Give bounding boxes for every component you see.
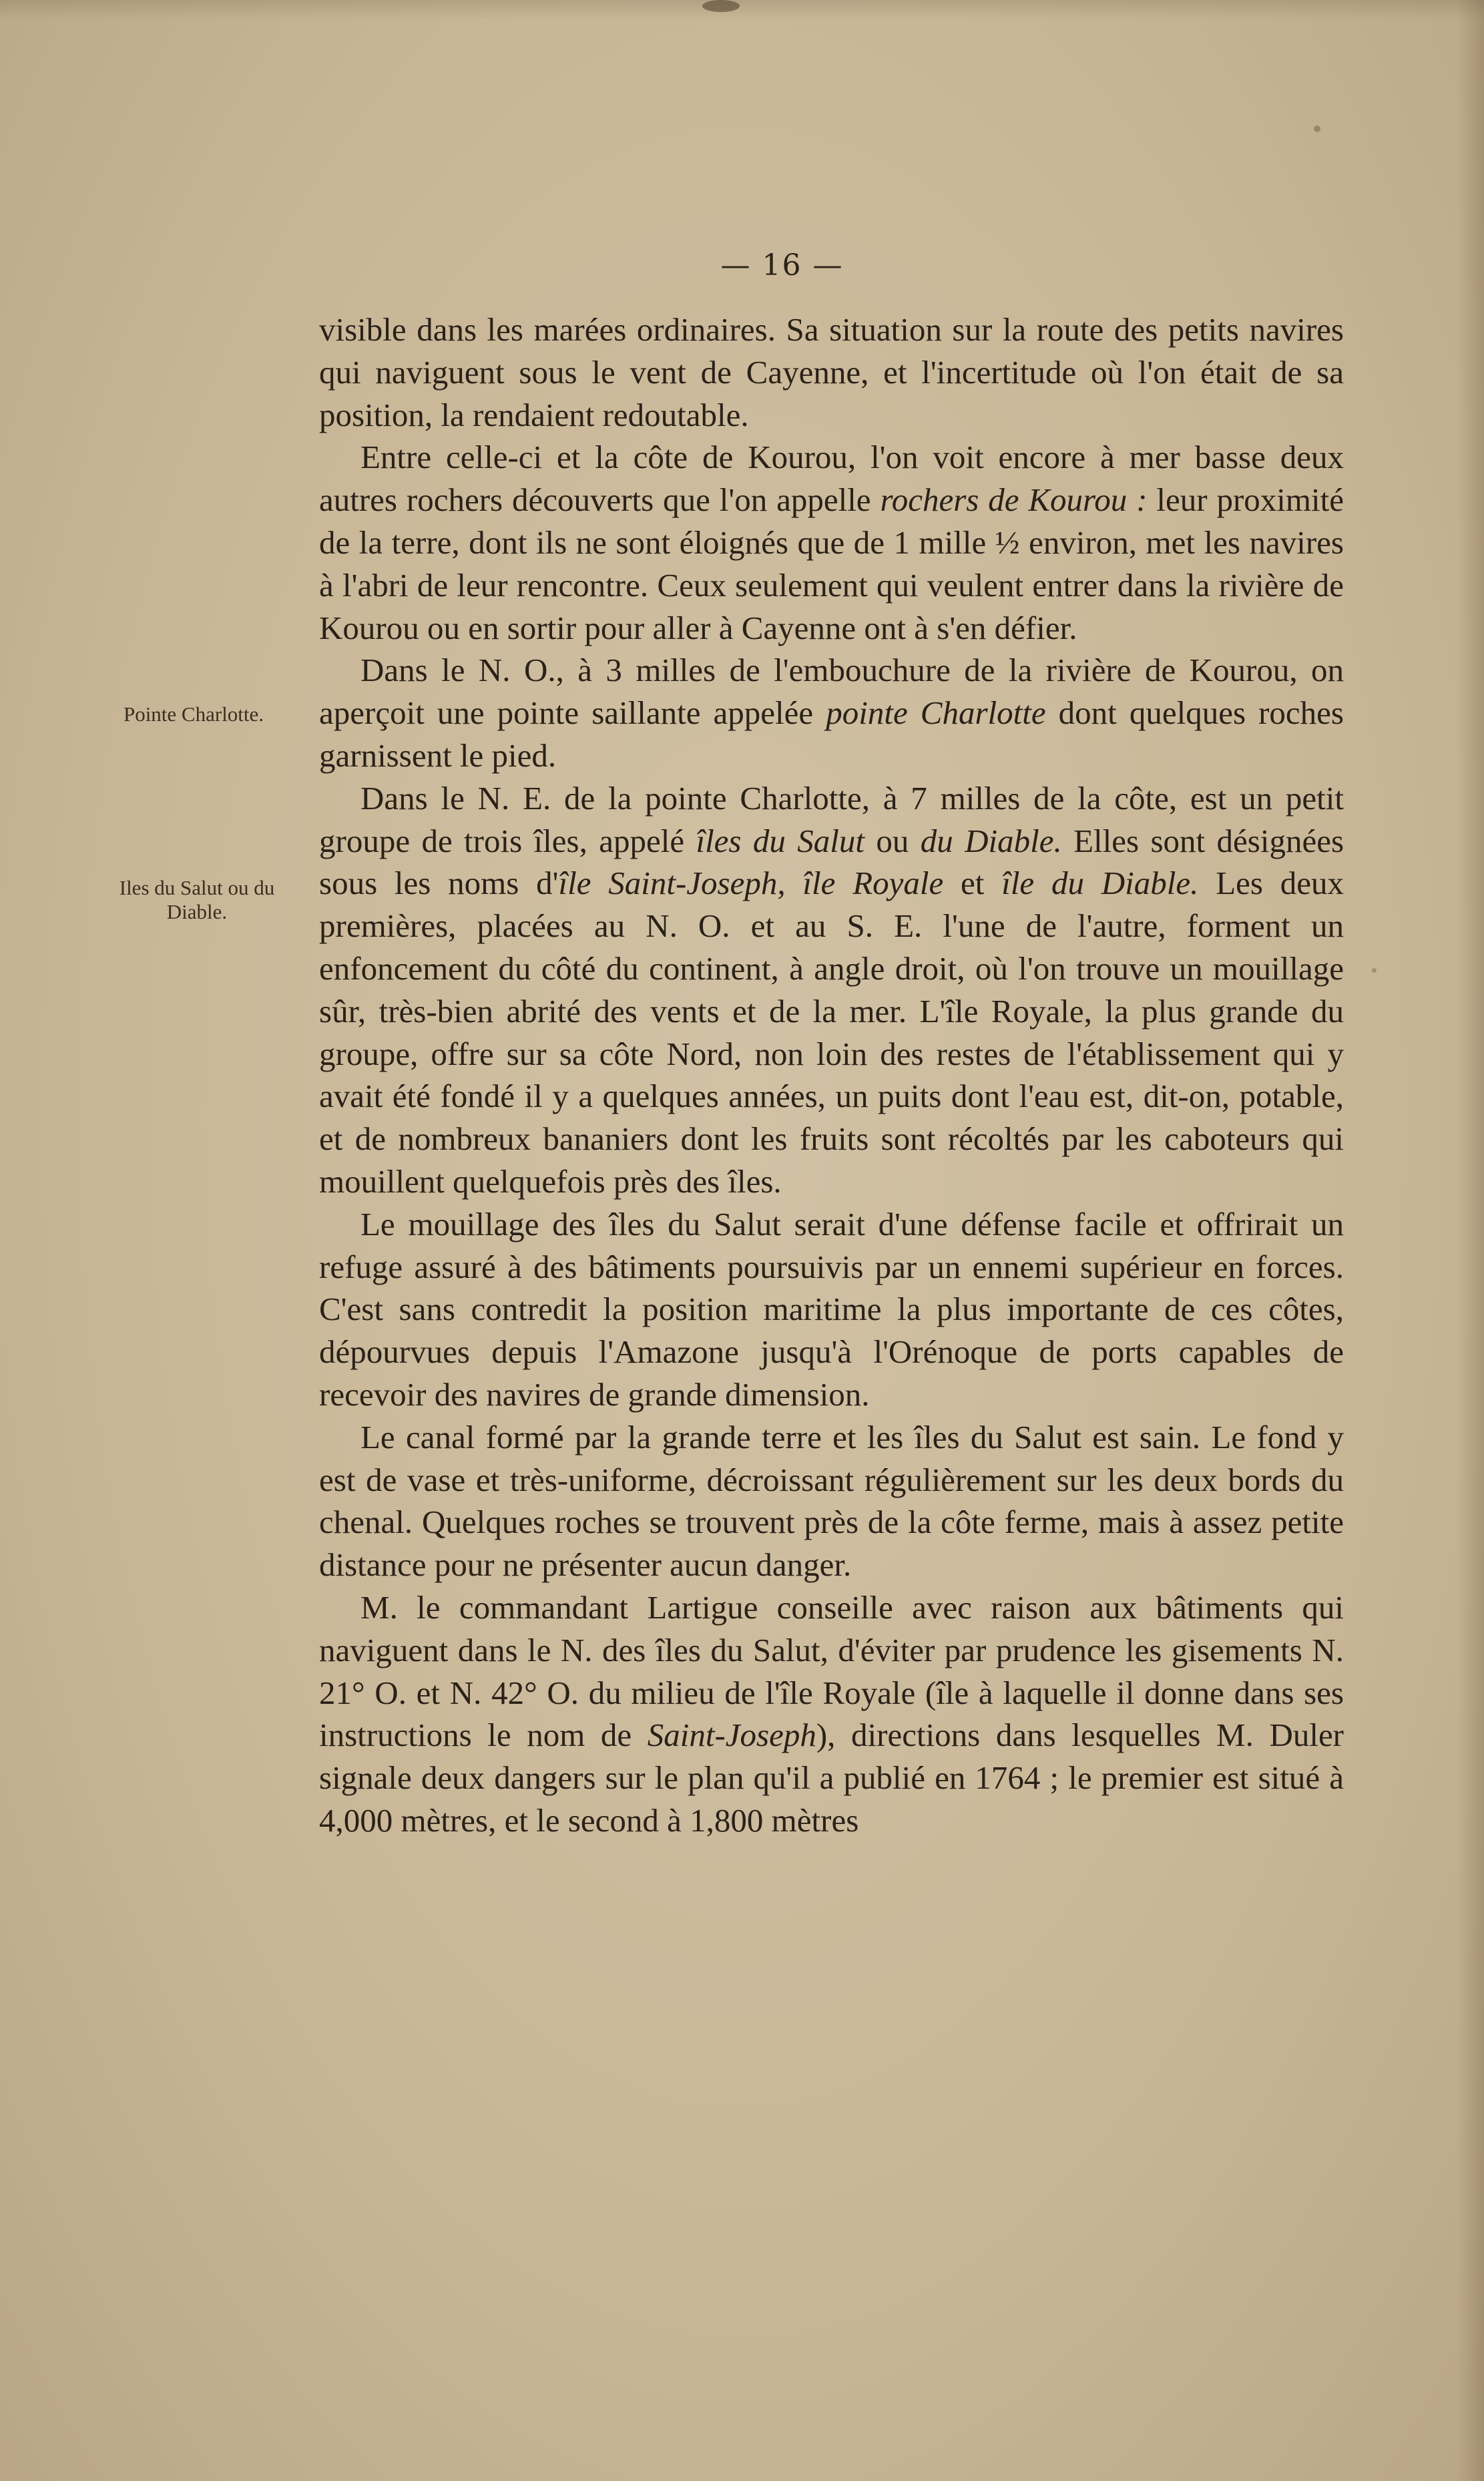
- text-run: ), directions dans lesquelles M. Duler signale deux dangers sur le plan qu'il a publié en 1764 ; le premier est situé à 4,000 mètres, et le second à 1,800 mètres: [319, 1717, 1344, 1839]
- text-run: et: [943, 865, 1002, 902]
- italic-term: île Saint-Joseph, île Royale: [558, 865, 944, 902]
- text-run: Le mouillage des îles du Salut serait d'une défense facile et offrirait un refuge assuré à des bâtiments poursuivis par un ennemi supérieur en forces. C'est sans contredit la position maritime la plus importante de ces côtes, dépourvues depuis l'Amazone jusqu'à l'Orénoque de ports capables de recevoir des navires de grande dimension.: [319, 1205, 1344, 1413]
- text-run: Les deux premières, placées au N. O. et au S. E. l'une de l'autre, forment un enfoncement du côté du continent, à angle droit, où l'on trouve un mouillage sûr, très-bien abrité des vents et de la mer. L'île Royale, la plus grande du groupe, offre sur sa côte Nord, non loin des restes de l'établissement qui y avait été fondé il y a quelques années, un puits dont l'eau est, dit-on, potable, et de nombreux bananiers dont les fruits sont récoltés par les caboteurs qui mouillent quelquefois près des îles.: [319, 865, 1344, 1200]
- text-run: leur proximité de la terre, dont ils ne sont éloignés que de 1 mille ½ environ, met les navires à l'abri de leur rencontre. Ceux seulement qui veulent entrer dans la rivière de Kourou ou en sortir pour aller à Cayenne ont à s'en défier.: [319, 481, 1344, 646]
- text-run: Entre celle-ci et la côte de Kourou, l'on voit encore à mer basse deux autres rochers découverts que l'on appelle: [319, 439, 1344, 519]
- ink-speck: [1372, 968, 1377, 973]
- margin-note-iles-du-salut: Iles du Salut ou du Diable.: [119, 876, 275, 923]
- text-run: ou: [864, 822, 921, 859]
- ink-speck: [1314, 126, 1320, 132]
- paragraph-4: [319, 777, 1344, 1203]
- italic-term: îles du Salut: [696, 822, 864, 859]
- text-run: Dans le N. E. de la pointe Charlotte, à 7 milles de la côte, est un petit groupe de trois îles, appelé: [319, 779, 1344, 859]
- paragraph-1: [319, 308, 1344, 436]
- text-run: M. le commandant Lartigue conseille avec raison aux bâtiments qui naviguent dans le N. des îles du Salut, d'éviter par prudence les gisements N. 21° O. et N. 42° O. du milieu de l'île Royale (île à laquelle il donne dans ses instructions le nom de: [319, 1588, 1344, 1754]
- italic-term: Saint-Joseph: [647, 1717, 816, 1754]
- page-edge-shadow-top: [0, 0, 1484, 20]
- page-number: — 16 —: [720, 248, 844, 282]
- text-run: Dans le N. O., à 3 milles de l'embouchure de la rivière de Kourou, on aperçoit une pointe saillante appelée: [319, 652, 1344, 732]
- page-edge-shadow-right: [1457, 0, 1484, 2481]
- ink-blot-top: [702, 0, 740, 12]
- margin-note-pointe-charlotte: Pointe Charlotte.: [123, 702, 264, 726]
- paragraph-6: [319, 1416, 1344, 1586]
- text-run: dont quelques roches garnissent le pied.: [319, 694, 1344, 774]
- italic-term: île du Diable.: [1001, 865, 1199, 902]
- italic-term: pointe Charlotte: [826, 694, 1046, 732]
- text-run: visible dans les marées ordinaires. Sa situation sur la route des petits navires qui naviguent sous le vent de Cayenne, et l'incertitude où l'on était de sa position, la rendaient redoutable.: [319, 311, 1344, 433]
- main-text: [319, 308, 1344, 1842]
- paragraph-7: [319, 1586, 1344, 1842]
- paragraph-2: [319, 436, 1344, 649]
- text-run: Le canal formé par la grande terre et les îles du Salut est sain. Le fond y est de vase et très-uniforme, décroissant régulièrement sur les deux bords du chenal. Quelques roches se trouvent près de la côte ferme, mais à assez petite distance pour ne présenter aucun danger.: [319, 1418, 1344, 1584]
- italic-term: du Diable.: [920, 822, 1062, 859]
- paragraph-3: [319, 649, 1344, 776]
- italic-term: rochers de Kourou :: [880, 481, 1148, 519]
- text-run: Elles sont désignées sous les noms d': [319, 822, 1344, 902]
- paragraph-5: [319, 1203, 1344, 1416]
